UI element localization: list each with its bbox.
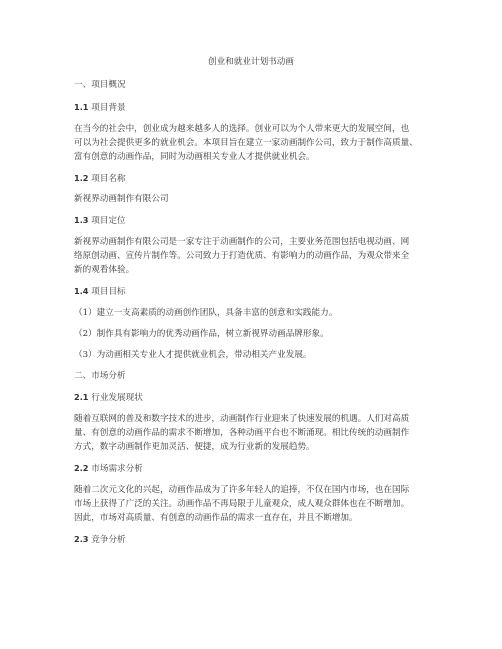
subsection-number: 1.1 (74, 102, 89, 112)
document-title: 创业和就业计划书动画 (208, 57, 294, 67)
list-item: （1）建立一支高素质的动画创作团队，具备丰富的创意和实践能力。 (74, 308, 338, 318)
section-heading: 一、项目概况 (74, 80, 126, 90)
paragraph-line: 新视界动画制作有限公司 (74, 194, 169, 204)
subsection-number: 1.3 (74, 215, 89, 225)
list-item: （3）为动画相关专业人才提供就业机会，带动相关产业发展。 (74, 350, 312, 360)
subsection-title: 项目名称 (91, 174, 126, 184)
paragraph-line: 可以为社会提供更多的就业机会。本项目旨在建立一家动画制作公司，致力于制作高质量、 (74, 138, 418, 148)
subsection-title: 项目定位 (91, 216, 126, 226)
paragraph-line: 在当今的社会中，创业成为越来越多人的选择。创业可以为个人带来更大的发展空间，也 (74, 124, 410, 134)
subsection-title: 竞争分析 (91, 535, 126, 545)
subsection-heading (74, 463, 143, 475)
subsection-heading (74, 534, 126, 546)
subsection-number: 1.4 (74, 286, 89, 296)
subsection-heading (74, 215, 126, 227)
paragraph-line: 新视界动画制作有限公司是一家专注于动画制作的公司，主要业务范围包括电视动画、网 (74, 237, 410, 247)
subsection-title: 项目背景 (91, 103, 126, 113)
paragraph-line: 量、有创意的动画作品的需求不断增加，各种动画平台也不断涌现。相比传统的动画制作 (74, 428, 410, 438)
subsection-title: 项目目标 (91, 287, 126, 297)
subsection-number: 2.1 (74, 392, 89, 402)
section-heading: 二、市场分析 (74, 371, 126, 381)
subsection-title: 行业发展现状 (91, 393, 143, 403)
subsection-heading (74, 102, 126, 114)
subsection-title: 市场需求分析 (91, 464, 143, 474)
paragraph-line: 市场上获得了广泛的关注。动画作品不再局限于儿童观众，成人观众群体也在不断增加。 (74, 499, 410, 509)
subsection-number: 1.2 (74, 173, 89, 183)
paragraph-line: 因此，市场对高质量、有创意的动画作品的需求一直存在，并且不断增加。 (74, 513, 358, 523)
list-item: （2）制作具有影响力的优秀动画作品，树立新视界动画品牌形象。 (74, 329, 329, 339)
subsection-number: 2.2 (74, 463, 89, 473)
paragraph-line: 随着二次元文化的兴起，动画作品成为了许多年轻人的追捧，不仅在国内市场，也在国际 (74, 485, 410, 495)
subsection-heading (74, 392, 143, 404)
paragraph-line: 新的观看体验。 (74, 265, 135, 275)
paragraph-line: 随着互联网的普及和数字技术的进步，动画制作行业迎来了快速发展的机遇。人们对高质 (74, 414, 410, 424)
subsection-number: 2.3 (74, 534, 89, 544)
subsection-heading (74, 286, 126, 298)
paragraph-line: 富有创意的动画作品，同时为动画相关专业人才提供就业机会。 (74, 152, 315, 162)
subsection-heading (74, 173, 126, 185)
paragraph-line: 络原创动画、宣传片制作等。公司致力于打造优质、有影响力的动画作品，为观众带来全 (74, 251, 410, 261)
paragraph-line: 方式，数字动画制作更加灵活、便捷，成为行业新的发展趋势。 (74, 442, 315, 452)
